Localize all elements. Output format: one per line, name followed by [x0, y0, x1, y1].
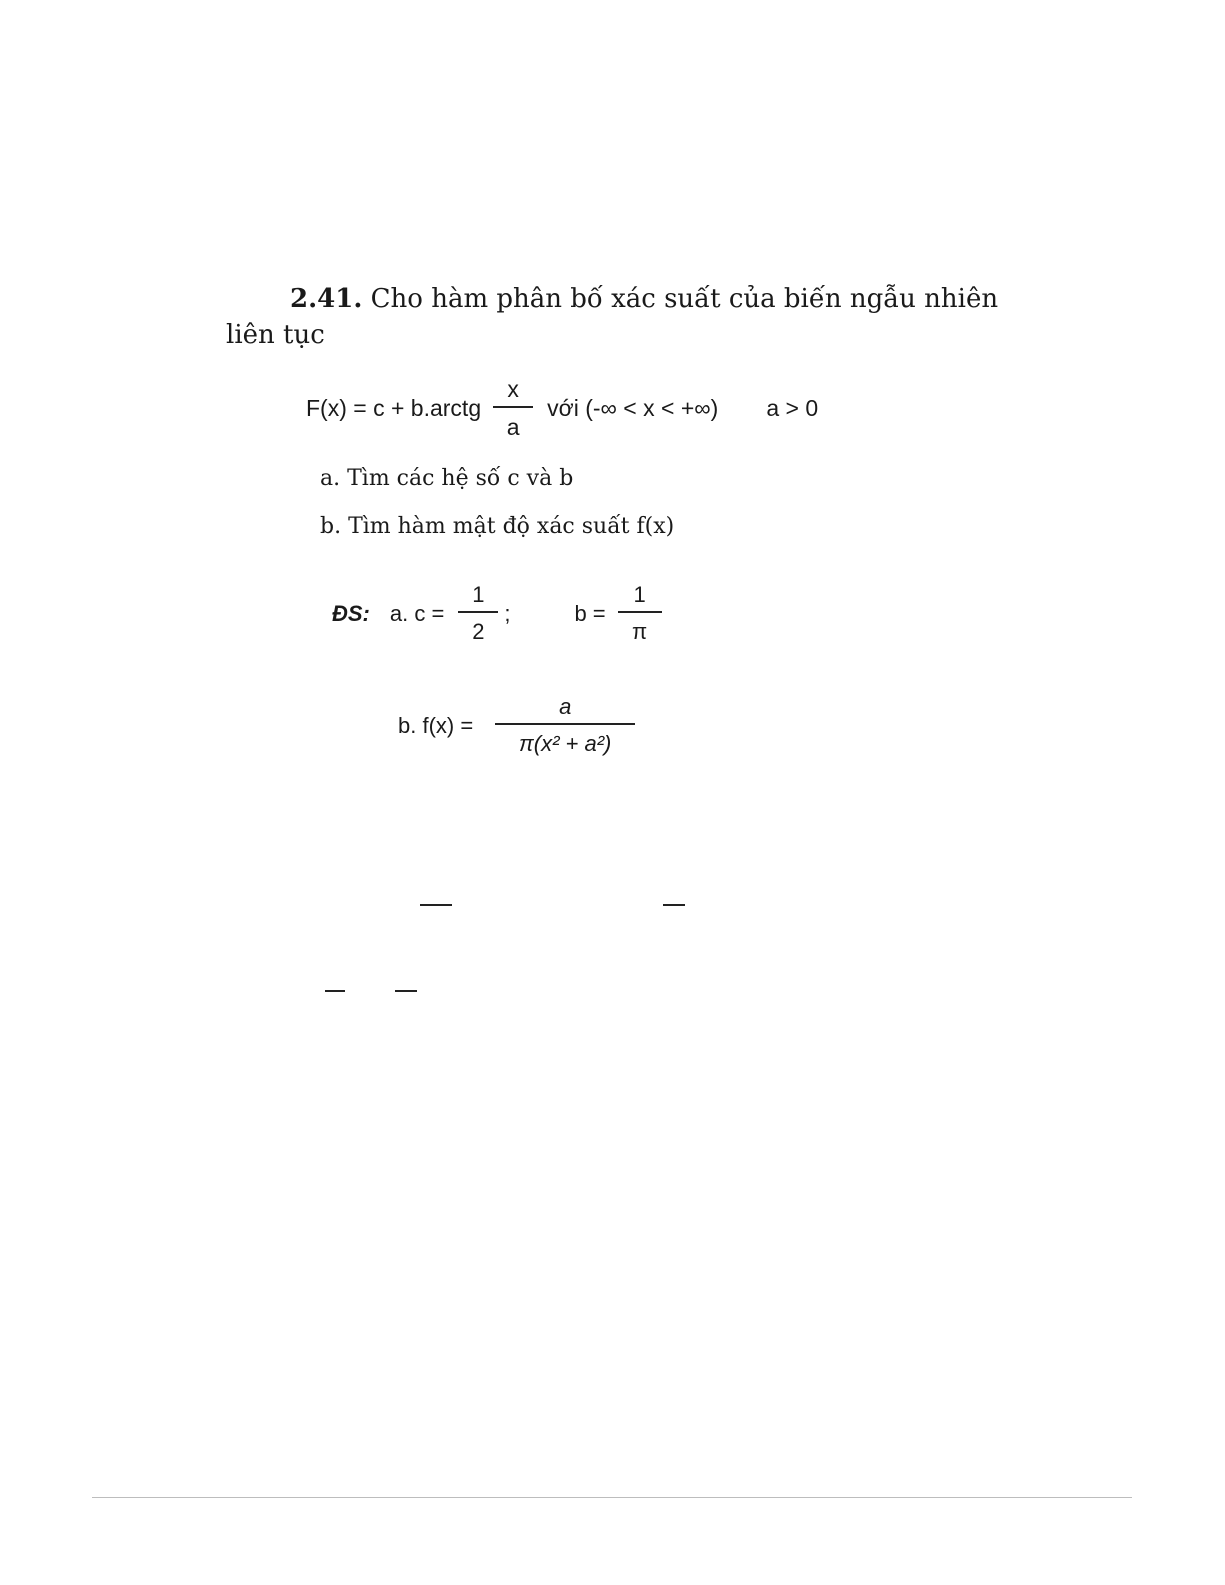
c-numerator: 1 [472, 582, 485, 607]
c-fraction [458, 582, 498, 645]
answer-label: ĐS: [332, 600, 370, 626]
b-fraction [618, 582, 662, 645]
f-numerator: a [559, 694, 572, 719]
cdf-lhs: F(x) = c + b.arctg [306, 395, 482, 421]
problem-intro-line1: Cho hàm phân bố xác suất của biến ngẫu nhiên [370, 284, 999, 314]
cdf-formula [306, 376, 818, 441]
stray-rule-1 [420, 904, 452, 906]
answer-a [332, 582, 662, 645]
stray-rule-3 [325, 990, 345, 992]
stray-rule-2 [663, 904, 685, 906]
cdf-fraction-numerator: x [507, 376, 519, 402]
answer-separator: ; [504, 600, 511, 626]
f-fraction [495, 694, 635, 757]
cdf-domain: với (-∞ < x < +∞) [547, 395, 719, 421]
f-denominator: π(x² + a²) [519, 731, 612, 756]
answer-b-prefix: b = [574, 600, 606, 626]
problem-intro-line2: liên tục [226, 320, 325, 350]
question-a: a. Tìm các hệ số c và b [320, 466, 574, 491]
problem-intro [290, 284, 998, 314]
answer-a-prefix: a. c = [389, 600, 445, 626]
footer-divider [92, 1497, 1132, 1498]
answer-b2-prefix: b. f(x) = [398, 712, 474, 738]
answer-b [398, 694, 635, 757]
cdf-condition: a > 0 [766, 395, 819, 421]
stray-rule-4 [395, 990, 417, 992]
cdf-fraction-denominator: a [506, 414, 520, 440]
question-b: b. Tìm hàm mật độ xác suất f(x) [320, 514, 675, 539]
problem-number: 2.41. [290, 284, 363, 314]
b-denominator: π [632, 619, 648, 644]
c-denominator: 2 [472, 619, 485, 644]
b-numerator: 1 [633, 582, 646, 607]
cdf-fraction [493, 376, 533, 441]
